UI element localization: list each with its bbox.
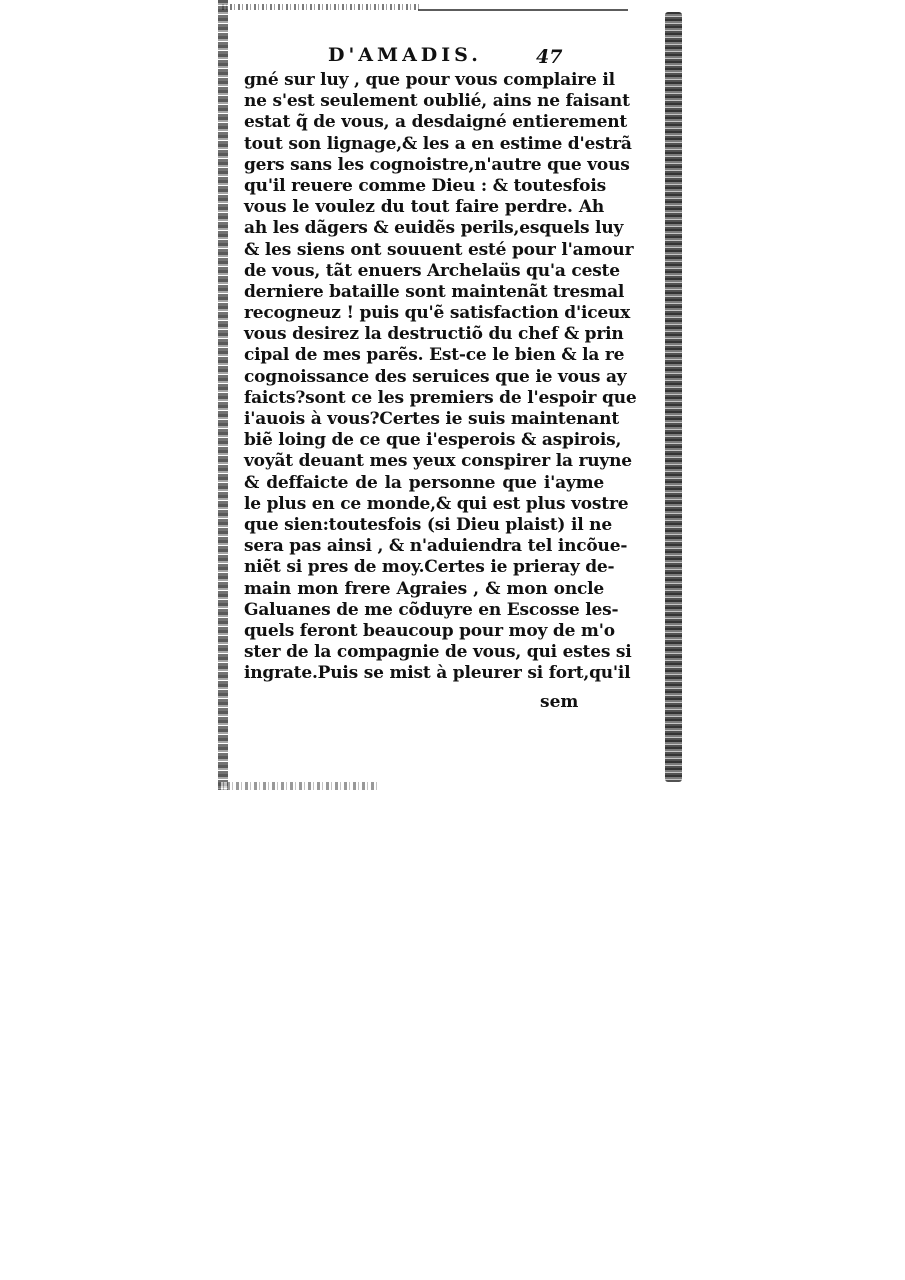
text-line: main mon frere Agraies , & mon oncle (244, 578, 604, 599)
text-line: cognoissance des seruices que ie vous ay (244, 366, 627, 387)
text-line: faicts?sont ce les premiers de l'espoir que (244, 387, 637, 408)
text-line: & les siens ont souuent esté pour l'amour (244, 239, 634, 260)
text-line: estat q̃ de vous, a desdaigné entierement (244, 112, 628, 133)
text-line: i'auois à vous?Certes ie suis maintenant (244, 409, 619, 429)
text-line: biẽ loing de ce que i'esperois & aspirois, (244, 430, 622, 451)
text-line: ne s'est seulement oublié, ains ne faisant (244, 91, 630, 112)
text-line: qu'il reuere comme Dieu : & toutesfois (244, 175, 606, 196)
text-line: quels feront beaucoup pour moy de m'o (244, 620, 615, 641)
top-page-edge (222, 4, 422, 10)
text-line: niẽt si pres de moy.Certes ie prieray de- (244, 557, 615, 578)
page-number: 47 (536, 46, 563, 68)
left-page-edge (218, 0, 228, 790)
top-rule (418, 9, 628, 11)
text-line: Galuanes de me cõduyre en Escosse les- (244, 599, 619, 620)
page-header (328, 44, 578, 72)
text-line: & deffaicte de la personne que i'ayme (244, 472, 604, 493)
body-text (244, 70, 637, 684)
text-line: que sien:toutesfois (si Dieu plaist) il ne (244, 514, 612, 535)
text-line: recogneuz ! puis qu'ẽ satisfaction d'iceux (244, 303, 631, 324)
text-line: tout son lignage,& les a en estime d'estrã (244, 133, 632, 154)
scanned-page (218, 0, 688, 800)
text-line: ah les dãgers & euidẽs perils,esquels luy (244, 218, 624, 239)
text-line: gné sur luy , que pour vous complaire il (244, 70, 615, 90)
text-line: de vous, tãt enuers Archelaüs qu'a ceste (244, 260, 620, 281)
text-line: ster de la compagnie de vous, qui estes si (244, 642, 632, 663)
running-title: D'AMADIS. (328, 44, 482, 66)
text-line: voyãt deuant mes yeux conspirer la ruyne (244, 451, 632, 472)
text-line: ingrate.Puis se mist à pleurer si fort,qu'il (244, 663, 631, 684)
right-page-edge (665, 12, 682, 782)
text-line: vous le voulez du tout faire perdre. Ah (244, 197, 604, 218)
text-line: vous desirez la destructiõ du chef & prin (244, 324, 624, 345)
text-line: cipal de mes parẽs. Est-ce le bien & la re (244, 345, 625, 366)
catchword: sem (540, 692, 579, 712)
text-line: sera pas ainsi , & n'aduiendra tel incõue- (244, 536, 628, 557)
text-line: derniere bataille sont maintenãt tresmal (244, 281, 625, 302)
text-line: gers sans les cognoistre,n'autre que vous (244, 154, 630, 175)
bottom-page-edge (218, 782, 378, 790)
text-line: le plus en ce monde,& qui est plus vostre (244, 493, 629, 514)
